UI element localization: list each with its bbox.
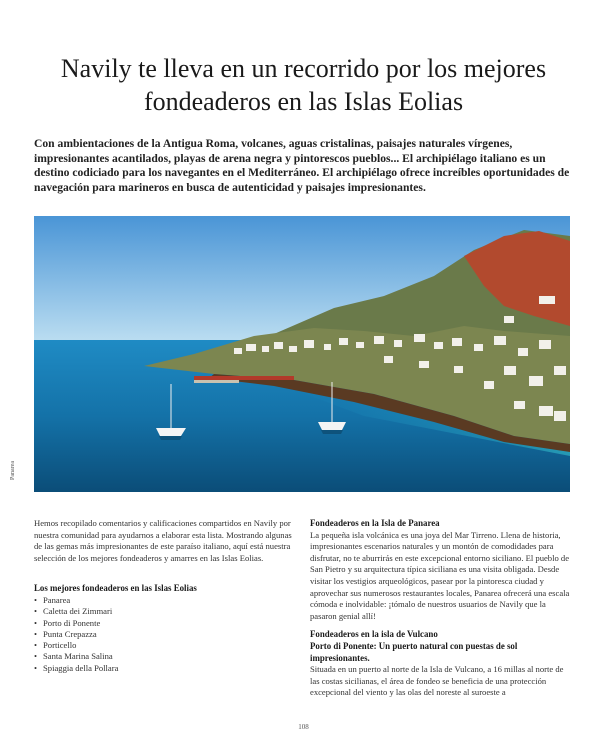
- bullet-icon: •: [34, 594, 38, 605]
- right-column: [310, 518, 574, 699]
- list-item: • Santa Marina Salina: [34, 651, 113, 662]
- vulcano-heading: Fondeaderos en la isla de Vulcano: [310, 629, 438, 640]
- bullet-icon: •: [34, 662, 38, 673]
- photo-pier: [194, 376, 294, 380]
- list-item: • Panarea: [34, 594, 71, 605]
- article-title-line-1: Navily te lleva en un recorrido por los mejores: [60, 54, 547, 83]
- bullet-icon: •: [34, 651, 38, 662]
- left-intro-text: Hemos recopilado comentarios y calificaciones compartidos en Navily por nuestra comunidad para ayudarnos a elaborar esta lista. Mostrando algunas de las gemas más impresionantes de este paraíso italiano, aquí está nuestra selección de los mejores fondeaderos y amarres en las Islas Eolias.: [34, 518, 292, 563]
- left-column: [34, 518, 296, 674]
- panarea-heading: Fondeaderos en la Isla de Panarea: [310, 518, 440, 528]
- panarea-body: La pequeña isla volcánica es una joya del Mar Tirreno. Llena de historia, impresionantes escenarios naturales y un montón de comodidades para disfrutar, no te aburrirás en este excepcional entorno siciliano. El pueblo de San Pietro y su arquitectura típica siciliana es una visita obligada. Desde visitar los vestigios arqueológicos, pasear por la pintoresca ciudad y aprovechar sus numerosos restaurantes locales, Panarea ofrecerá una escala cómoda e inolvidable: ¡tómalo de nuestros usuarios de Navily que la pasaron genial allí!: [310, 529, 570, 621]
- anchorages-list: [34, 595, 296, 674]
- photo-caption: Panarea: [10, 461, 16, 480]
- list-item: • Porticello: [34, 640, 77, 651]
- article-lead: Con ambientaciones de la Antigua Roma, volcanes, aguas cristalinas, paisajes naturales vírgenes, impresionantes acantilados, playas de arena negra y pintorescos pueblos... El archipiélago italiano es un destino codiciado para los navegantes en el Mediterráneo. El archipiélago ofrece increíbles oportunidades de navegación para marineros en busca de autenticidad y paisajes impresionantes.: [34, 137, 570, 194]
- list-item: • Caletta dei Zimmari: [34, 606, 113, 617]
- bullet-icon: •: [34, 617, 38, 628]
- article-title-line-2: fondeaderos en las Islas Eolias: [143, 87, 464, 116]
- photo-pier-2: [194, 380, 239, 383]
- bullet-icon: •: [34, 628, 38, 639]
- list-item: • Punta Crepazza: [34, 628, 97, 639]
- porto-di-ponente-subheading: Porto di Ponente: Un puerto natural con puestas de sol impresionantes.: [310, 640, 518, 663]
- bullet-icon: •: [34, 640, 38, 651]
- bullet-icon: •: [34, 606, 38, 617]
- page-number: 108: [298, 723, 309, 731]
- list-item: • Spiaggia della Pollara: [34, 662, 119, 673]
- article-title: [20, 52, 587, 118]
- list-item: • Porto di Ponente: [34, 617, 101, 628]
- article-photo: [34, 216, 570, 492]
- anchorages-list-heading: Los mejores fondeaderos en las Islas Eolias: [34, 583, 197, 594]
- vulcano-body: Situada en un puerto al norte de la Isla de Vulcano, a 16 millas al norte de las costas sicilianas, el área de fondeo se beneficia de una protección excepcional del viento y las olas del noreste al suroeste a: [310, 664, 564, 698]
